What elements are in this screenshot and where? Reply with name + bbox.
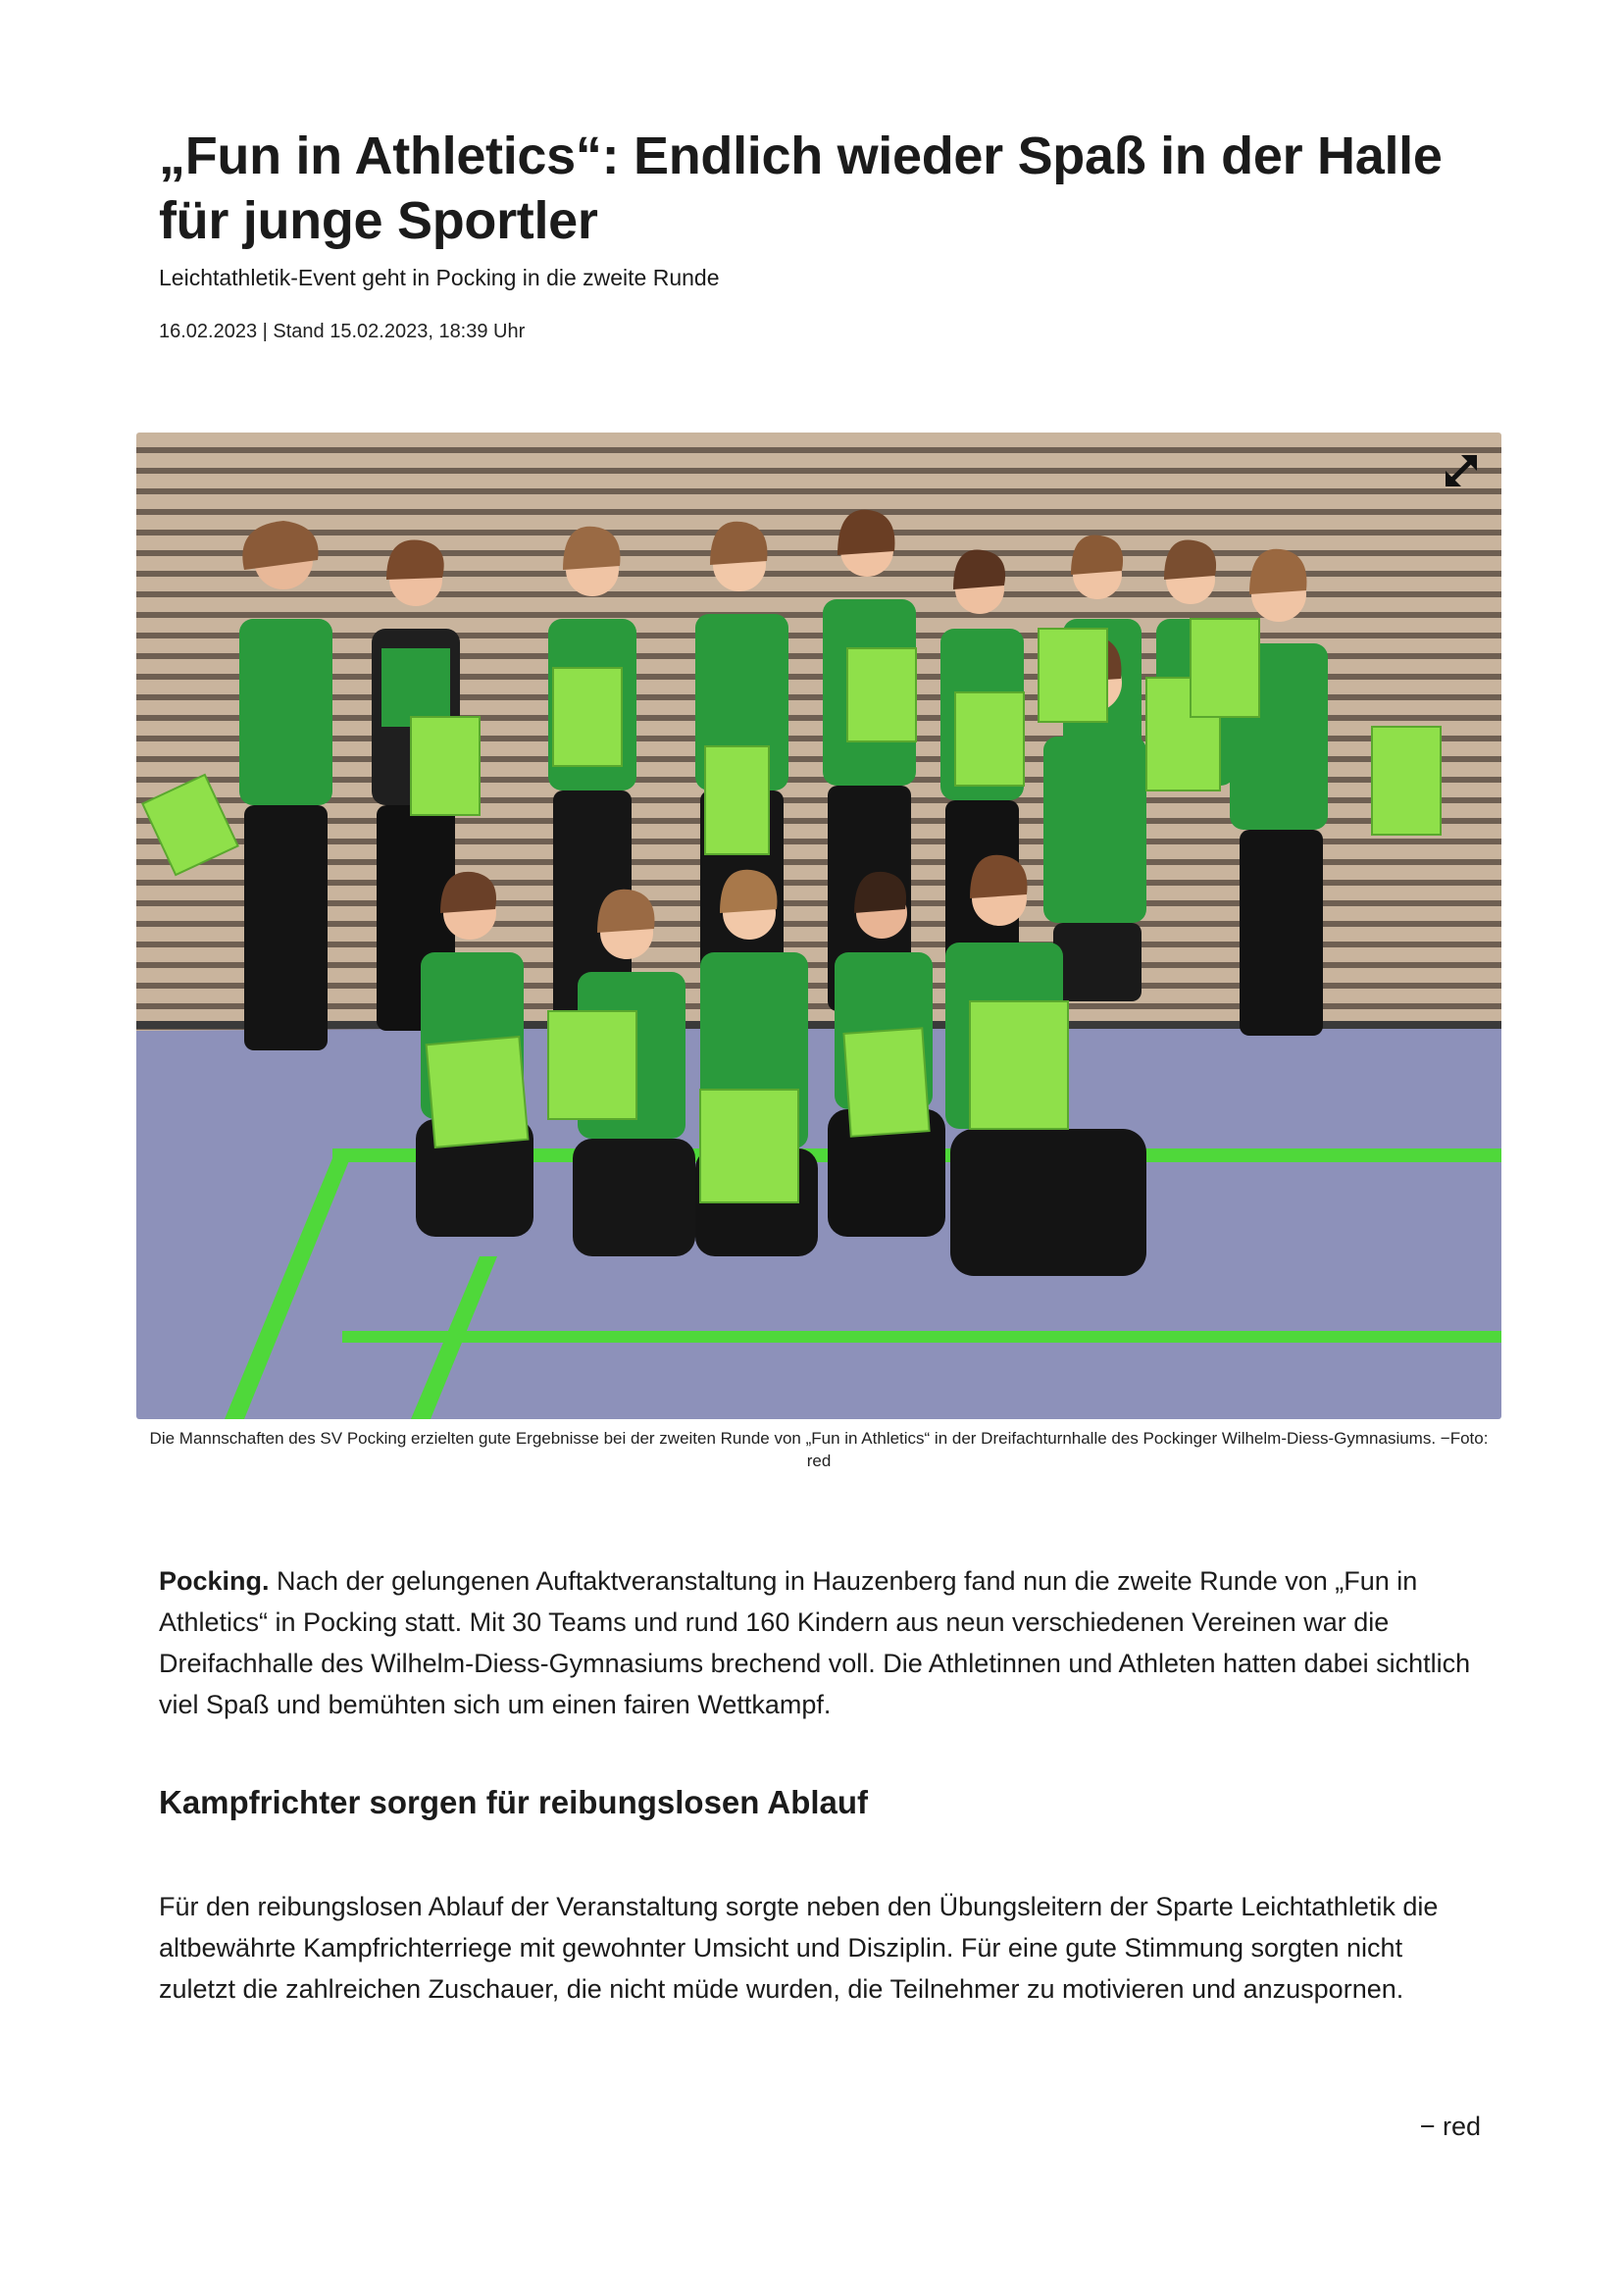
paragraph-2: Für den reibungslosen Ablauf der Veranstaltung sorgte neben den Übungsleitern der Sparte Leichtathletik die altbewährte Kampfrichterriege mit gewohnter Umsicht und Disziplin. Für eine gute Stimmung sorgten nicht zuletzt die zahlreichen Zuschauer, die nicht müde wurden, die Teilnehmer zu motivieren und anzuspornen. (159, 1892, 1439, 2004)
expand-arrows-icon (1442, 451, 1481, 490)
paragraph-1-text: Nach der gelungenen Auftaktveranstaltung in Hauzenberg fand nun die zweite Runde von „Fun in Athletics“ in Pocking statt. Mit 30 Teams und rund 160 Kindern aus neun verschiedenen Vereinen war die Dreifachhalle des Wilhelm-Diess-Gymnasiums brechend voll. Die Athletinnen und Athleten hatten dabei sichtlich viel Spaß und bemühten sich um einen fairen Wettkampf. (159, 1566, 1471, 1719)
gym-floor (136, 1021, 1501, 1419)
article-date: 16.02.2023 | Stand 15.02.2023, 18:39 Uhr (159, 321, 526, 342)
photo-caption: Die Mannschaften des SV Pocking erzielten gute Ergebnisse bei der zweiten Runde von „Fun in Athletics“ in der Dreifachturnhalle des Pockinger Wilhelm-Diess-Gymnasiums. −Foto: red (149, 1429, 1489, 1470)
paragraph-1 (159, 1560, 1483, 1725)
author-signoff: − red (1419, 2112, 1481, 2141)
section-heading: Kampfrichter sorgen für reibungslosen Ablauf (159, 1784, 869, 1820)
article-title: „Fun in Athletics“: Endlich wieder Spaß in der Halle für junge Sportler (159, 127, 1443, 250)
article-photo[interactable] (136, 433, 1501, 1419)
expand-icon[interactable] (1442, 451, 1481, 490)
article-subtitle: Leichtathletik-Event geht in Pocking in die zweite Runde (159, 265, 720, 290)
team-photo-illustration (136, 433, 1501, 1419)
lead-location: Pocking. (159, 1566, 270, 1596)
